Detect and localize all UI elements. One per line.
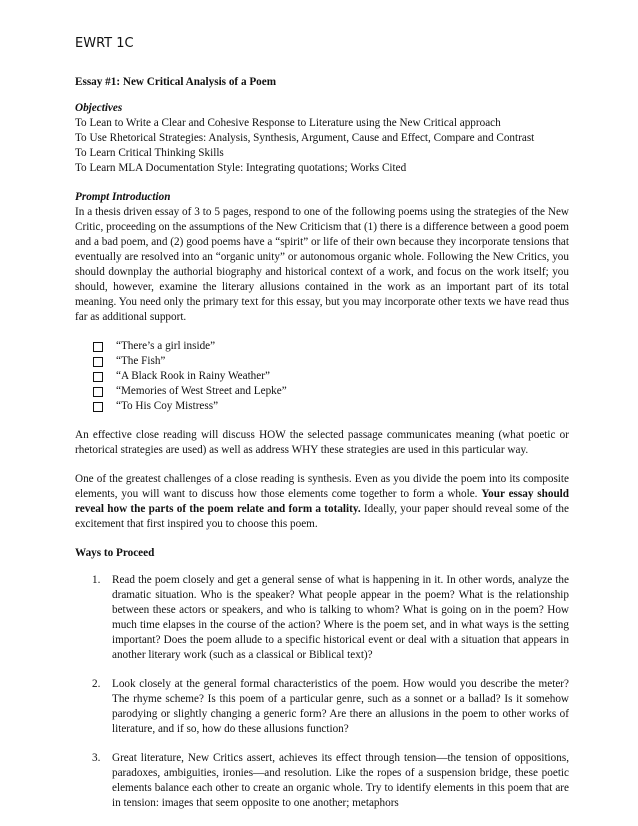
poem-title: “A Black Rook in Rainy Weather”: [116, 370, 270, 382]
objective-item: To Lean to Write a Clear and Cohesive Response to Literature using the New Critical approach: [75, 117, 501, 129]
step-number: 1.: [92, 574, 101, 586]
checkbox-icon[interactable]: [93, 372, 103, 382]
poem-checklist: [75, 339, 569, 414]
synthesis-paragraph: [75, 472, 569, 532]
close-reading-paragraph: An effective close reading will discuss HOW the selected passage communicates meaning (what poetic or rhetorical strategies are used) as well as address WHY these strategies are used in this particular way.: [75, 429, 569, 456]
step-number: 3.: [92, 752, 101, 764]
prompt-heading: Prompt Introduction: [75, 191, 171, 203]
objective-item: To Learn MLA Documentation Style: Integrating quotations; Works Cited: [75, 162, 407, 174]
poem-title: “The Fish”: [116, 355, 166, 367]
course-header: EWRT 1C: [75, 36, 134, 51]
synthesis-text-start: One of the greatest challenges of a close reading is synthesis. Even as you divide the poem into its composite elements, you will want to discuss how those elements come together to form a whole.: [75, 473, 569, 500]
poem-title: “There’s a girl inside”: [116, 340, 216, 352]
synthesis-text-end: Ideally, your paper should reveal some of the excitement that first inspired you to choose this poem.: [75, 503, 569, 530]
step-item: [75, 751, 569, 811]
steps-list: [75, 573, 569, 811]
essay-title: Essay #1: New Critical Analysis of a Poem: [75, 76, 277, 88]
prompt-section: [75, 190, 569, 325]
step-text: Great literature, New Critics assert, achieves its effect through tension—the tension of oppositions, paradoxes, ambiguities, ironies—and resolution. Like the ropes of a suspension bridge, these poetic elements balance each other to create an organic whole. Try to identify elements in this poem that are in tension: images that seem opposite to one another; metaphors: [112, 752, 569, 809]
ways-heading: Ways to Proceed: [75, 547, 155, 559]
objectives-heading: Objectives: [75, 102, 123, 114]
document-body: [75, 75, 569, 825]
synthesis-emphasis: Your essay should reveal how the parts of the poem relate and form a totality.: [75, 488, 570, 515]
prompt-text: In a thesis driven essay of 3 to 5 pages, respond to one of the following poems using the strategies of the New Critic, proceeding on the assumptions of the New Criticism that (1) there is a difference between a good poem and a bad poem, and (2) good poems have a “spirit” or life of their own because they incorporate tensions that eventually are resolved into an “organic unity” or autonomous organic whole. Following the New Critics, you should downplay the authorial biography and historical context of a work, and focus on the work itself; you should, however, examine the literary allusions contained in the work as an important part of its total meaning. You need only the primary text for this essay, but you may incorporate other texts we have read thus far as additional support.: [75, 206, 569, 323]
objective-item: To Use Rhetorical Strategies: Analysis, Synthesis, Argument, Cause and Effect, Compare and Contrast: [75, 132, 535, 144]
step-number: 2.: [92, 678, 101, 690]
checkbox-icon[interactable]: [93, 342, 103, 352]
poem-title: “Memories of West Street and Lepke”: [116, 385, 287, 397]
poem-option[interactable]: [93, 339, 569, 354]
objectives-section: [75, 101, 569, 176]
poem-option[interactable]: [93, 399, 569, 414]
poem-option[interactable]: [93, 369, 569, 384]
checkbox-icon[interactable]: [93, 357, 103, 367]
step-item: [75, 677, 569, 737]
poem-option[interactable]: [93, 384, 569, 399]
objective-item: To Learn Critical Thinking Skills: [75, 147, 224, 159]
step-item: [75, 573, 569, 663]
checkbox-icon[interactable]: [93, 402, 103, 412]
step-text: Read the poem closely and get a general sense of what is happening in it. In other words, analyze the dramatic situation. Who is the speaker? What people appear in the poem? What is the relationship between these actors or speakers, and who is talking to whom? What is going on in the poem? How much time elapses in the course of the action? Where is the poem set, and in what ways is the setting important? Does the poem allude to a specific historical event or deal with a situation that appears in another literary work (such as a classical or Biblical text)?: [112, 574, 569, 661]
step-text: Look closely at the general formal characteristics of the poem. How would you describe the meter? The rhyme scheme? Is this poem of a particular genre, such as a sonnet or a ballad? Is it somehow parodying or slightly changing a generic form? Are there an allusions in the poem to other works of literature, and if so, how do these allusions function?: [112, 678, 569, 735]
poem-title: “To His Coy Mistress”: [116, 400, 219, 412]
poem-option[interactable]: [93, 354, 569, 369]
checkbox-icon[interactable]: [93, 387, 103, 397]
